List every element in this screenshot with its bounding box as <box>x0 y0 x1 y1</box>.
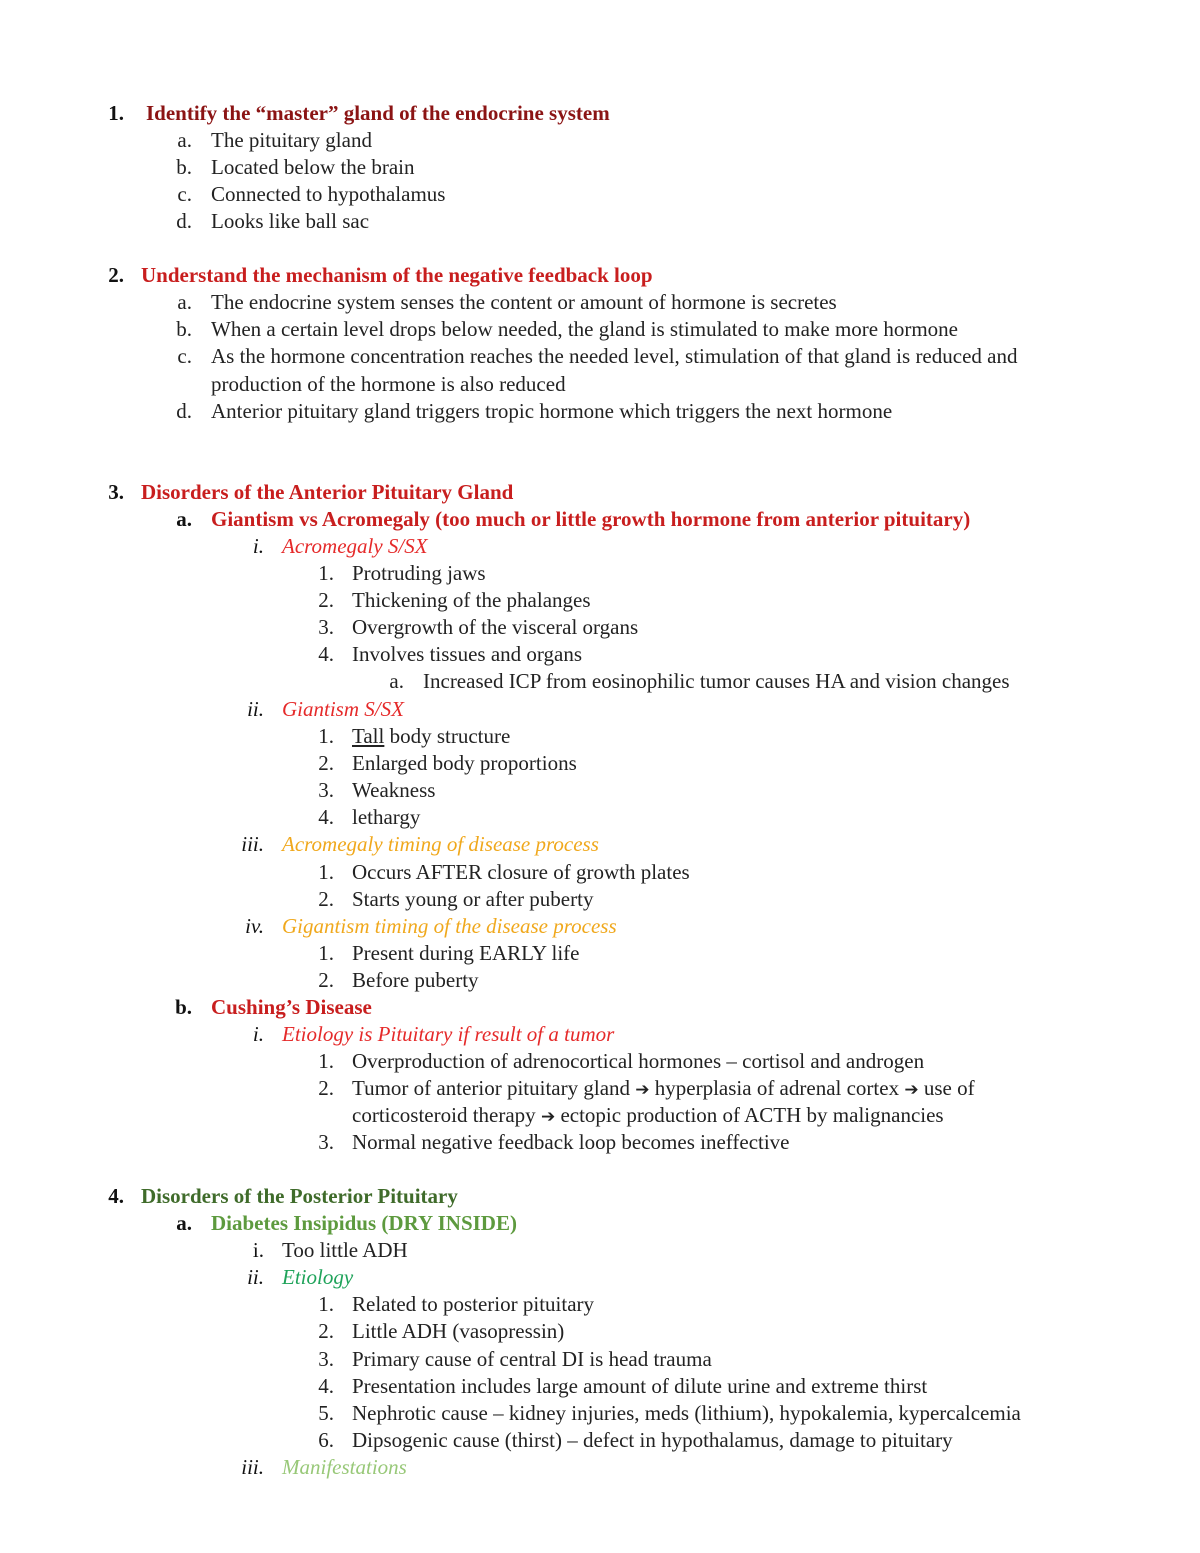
item-text: Normal negative feedback loop becomes ineffective <box>352 1130 790 1154</box>
list-item <box>0 1346 1200 1373</box>
group-text: Too little ADH <box>282 1238 408 1262</box>
list-item <box>0 940 1200 967</box>
item-marker: 3. <box>318 615 334 639</box>
item-text: Looks like ball sac <box>211 209 370 233</box>
list-item <box>0 859 1200 886</box>
group-marker: iii. <box>241 1455 264 1479</box>
group-heading: Gigantism timing of the disease process <box>282 914 617 938</box>
list-item <box>0 1291 1200 1318</box>
item-marker: c. <box>177 344 192 368</box>
list-item <box>0 154 1200 181</box>
item-marker: 2. <box>318 968 334 992</box>
subsection-marker: b. <box>175 995 192 1019</box>
item-text: Starts young or after puberty <box>352 887 594 911</box>
item-marker: 4. <box>318 642 334 666</box>
group-line <box>0 1237 1200 1264</box>
item-marker: d. <box>176 209 192 233</box>
item-text: body structure <box>384 724 511 748</box>
item-text: Thickening of the phalanges <box>352 588 591 612</box>
right-arrow-icon: ➔ <box>635 1080 650 1100</box>
group-heading-line <box>0 696 1200 723</box>
list-item <box>0 343 1200 370</box>
item-marker: 2. <box>318 588 334 612</box>
item-text-wrapper <box>352 1102 944 1131</box>
item-text: Presentation includes large amount of dilute urine and extreme thirst <box>352 1374 928 1398</box>
list-item <box>0 668 1200 695</box>
list-item <box>0 777 1200 804</box>
group-heading: Etiology is Pituitary if result of a tumor <box>282 1022 615 1046</box>
item-marker: a. <box>177 128 192 152</box>
item-marker: 1. <box>318 1292 334 1316</box>
group-heading-line <box>0 1264 1200 1291</box>
section-1-heading: Identify the “master” gland of the endocrine system <box>146 101 610 125</box>
section-3-number: 3. <box>108 480 124 504</box>
item-marker: 1. <box>318 561 334 585</box>
item-marker: b. <box>176 155 192 179</box>
list-item <box>0 967 1200 994</box>
subsection-heading: Giantism vs Acromegaly (too much or little growth hormone from anterior pituitary) <box>211 507 971 531</box>
item-text: As the hormone concentration reaches the needed level, stimulation of that gland is reduced and <box>211 344 1018 368</box>
list-item <box>0 1318 1200 1345</box>
list-item <box>0 1427 1200 1454</box>
group-heading-line <box>0 913 1200 940</box>
group-marker: iv. <box>245 914 264 938</box>
item-marker: 2. <box>318 751 334 775</box>
item-text: Overgrowth of the visceral organs <box>352 615 639 639</box>
list-item <box>0 886 1200 913</box>
group-marker: i. <box>252 1022 264 1046</box>
list-item <box>0 723 1200 750</box>
list-item <box>0 1129 1200 1156</box>
item-text: Overproduction of adrenocortical hormones – cortisol and androgen <box>352 1049 925 1073</box>
section-4-heading: Disorders of the Posterior Pituitary <box>141 1184 458 1208</box>
item-text: The endocrine system senses the content or amount of hormone is secretes <box>211 290 837 314</box>
item-text: Increased ICP from eosinophilic tumor causes HA and vision changes <box>423 669 1010 693</box>
item-marker: 4. <box>318 805 334 829</box>
item-marker: 2. <box>318 887 334 911</box>
item-marker: 1. <box>318 724 334 748</box>
item-text: Occurs AFTER closure of growth plates <box>352 860 690 884</box>
item-text: Involves tissues and organs <box>352 642 583 666</box>
section-1-number: 1. <box>108 101 124 125</box>
item-text: When a certain level drops below needed, the gland is stimulated to make more hormone <box>211 317 959 341</box>
group-heading-line <box>0 533 1200 560</box>
item-marker: 5. <box>318 1401 334 1425</box>
list-item <box>0 804 1200 831</box>
item-text: Connected to hypothalamus <box>211 182 446 206</box>
item-text: use of <box>918 1076 975 1100</box>
subsection-heading: Diabetes Insipidus (DRY INSIDE) <box>211 1211 517 1235</box>
list-item <box>0 1075 1200 1102</box>
subsection-marker: a. <box>176 507 192 531</box>
list-item <box>0 614 1200 641</box>
section-2-heading-line <box>0 262 1200 289</box>
list-item <box>0 208 1200 235</box>
item-text: The pituitary gland <box>211 128 372 152</box>
item-text: Nephrotic cause – kidney injuries, meds (lithium), hypokalemia, kypercalcemia <box>352 1401 1021 1425</box>
list-item <box>0 127 1200 154</box>
section-4-heading-line <box>0 1183 1200 1210</box>
subsection-heading-line <box>0 1210 1200 1237</box>
right-arrow-icon: ➔ <box>540 1107 556 1127</box>
item-text: ectopic production of ACTH by malignancies <box>555 1103 944 1127</box>
group-heading: Etiology <box>282 1265 354 1289</box>
item-marker: 1. <box>318 860 334 884</box>
item-text: Dipsogenic cause (thirst) – defect in hypothalamus, damage to pituitary <box>352 1428 953 1452</box>
item-text: hyperplasia of adrenal cortex <box>649 1076 905 1100</box>
group-heading-line <box>0 831 1200 858</box>
item-text: lethargy <box>352 805 421 829</box>
item-text: Anterior pituitary gland triggers tropic hormone which triggers the next hormone <box>211 399 893 423</box>
group-heading: Manifestations <box>282 1455 407 1479</box>
item-marker: 3. <box>318 778 334 802</box>
item-text: Protruding jaws <box>352 561 486 585</box>
item-text-wrapper <box>352 1075 975 1104</box>
group-marker: ii. <box>247 1265 264 1289</box>
list-item <box>0 641 1200 668</box>
item-text-underlined: Tall <box>352 724 385 748</box>
section-3-heading: Disorders of the Anterior Pituitary Gland <box>141 480 514 504</box>
group-marker: i. <box>252 534 264 558</box>
right-arrow-icon: ➔ <box>904 1080 919 1100</box>
section-1-heading-line <box>0 100 1200 127</box>
group-heading-line <box>0 1021 1200 1048</box>
item-marker: a. <box>389 669 404 693</box>
list-item <box>0 181 1200 208</box>
group-marker: iii. <box>241 832 264 856</box>
group-heading: Acromegaly timing of disease process <box>282 832 599 856</box>
section-2-number: 2. <box>108 263 124 287</box>
group-heading: Giantism S/SX <box>282 697 404 721</box>
list-item <box>0 1400 1200 1427</box>
item-text: Present during EARLY life <box>352 941 580 965</box>
item-marker: a. <box>177 290 192 314</box>
subsection-heading: Cushing’s Disease <box>211 995 372 1019</box>
subsection-heading-line <box>0 506 1200 533</box>
list-item <box>0 289 1200 316</box>
item-marker: 3. <box>318 1130 334 1154</box>
item-text-wrapper <box>352 723 510 750</box>
item-marker: 1. <box>318 1049 334 1073</box>
item-marker: 2. <box>318 1076 334 1100</box>
group-marker: i. <box>252 1238 264 1262</box>
item-text: Tumor of anterior pituitary gland <box>352 1076 636 1100</box>
subsection-heading-line <box>0 994 1200 1021</box>
list-item-continuation <box>0 1102 1200 1129</box>
group-heading-line <box>0 1454 1200 1481</box>
list-item <box>0 1048 1200 1075</box>
section-4-number: 4. <box>108 1184 124 1208</box>
item-text: production of the hormone is also reduced <box>211 372 566 396</box>
list-item <box>0 1373 1200 1400</box>
item-marker: 3. <box>318 1347 334 1371</box>
section-2-heading: Understand the mechanism of the negative feedback loop <box>141 263 653 287</box>
item-text: Enlarged body proportions <box>352 751 577 775</box>
item-marker: 1. <box>318 941 334 965</box>
item-marker: 6. <box>318 1428 334 1452</box>
section-3-heading-line <box>0 479 1200 506</box>
item-text: Primary cause of central DI is head trauma <box>352 1347 712 1371</box>
item-text: Located below the brain <box>211 155 415 179</box>
item-marker: c. <box>177 182 192 206</box>
item-marker: 4. <box>318 1374 334 1398</box>
list-item-continuation <box>0 371 1200 398</box>
item-marker: 2. <box>318 1319 334 1343</box>
list-item <box>0 587 1200 614</box>
item-text: corticosteroid therapy <box>352 1103 541 1127</box>
list-item <box>0 398 1200 425</box>
item-text: Weakness <box>352 778 436 802</box>
group-heading: Acromegaly S/SX <box>282 534 428 558</box>
list-item <box>0 750 1200 777</box>
item-marker: d. <box>176 399 192 423</box>
item-text: Little ADH (vasopressin) <box>352 1319 565 1343</box>
list-item <box>0 316 1200 343</box>
item-marker: b. <box>176 317 192 341</box>
subsection-marker: a. <box>176 1211 192 1235</box>
list-item <box>0 560 1200 587</box>
group-marker: ii. <box>247 697 264 721</box>
item-text: Related to posterior pituitary <box>352 1292 595 1316</box>
item-text: Before puberty <box>352 968 479 992</box>
